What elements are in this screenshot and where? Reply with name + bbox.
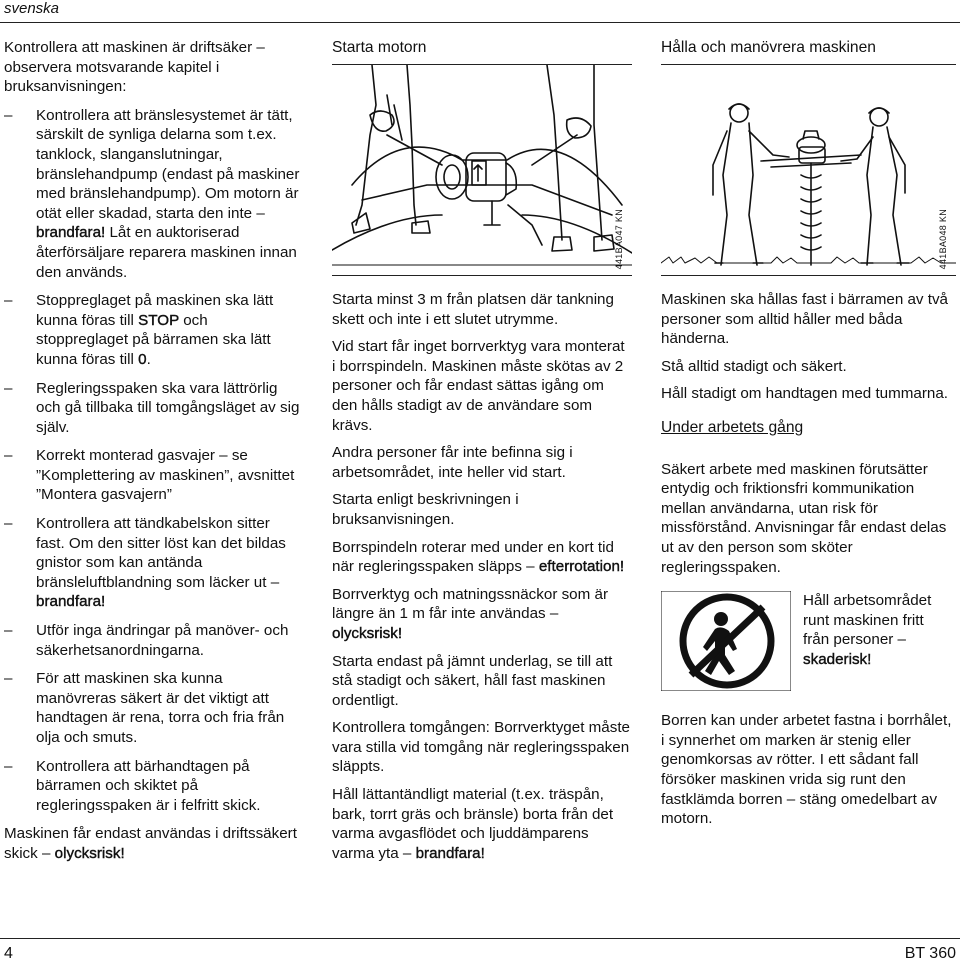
paragraph: Starta enligt beskrivningen i bruksanvisningen. [332,491,519,528]
header-language: svenska [4,0,60,17]
list-item: – Korrekt monterad gasvajer – se ”Komplettering av maskinen”, avsnittet ”Montera gasvajern” [4,447,295,504]
paragraph: Säkert arbete med maskinen förutsätter entydig och friktionsfri kommunikation mellan användarna, utan risk för missförstånd. Anvisningar får endast delas ut av den person som sköter regleringsspaken. [661,460,947,576]
paragraph: Håll lättantändligt material (t.ex. träspån, bark, torrt gräs och bränsle) borta från det varma avgasflödet och ljuddämparens varma yta – brandfara! [332,786,614,862]
paragraph: Andra personer får inte befinna sig i arbetsområdet, inte heller vid start. [332,444,573,481]
section-title: Hålla och manövrera maskinen [661,38,956,65]
list-item: – Kontrollera att tändkabelskon sitter fast. Om den sitter löst kan det bildas gnistor som kan antända bränsleluftblandning som läcker ut – brandfara! [4,515,286,611]
footer-divider [0,938,960,939]
figure-start-engine [332,65,632,276]
handling-illustration [661,65,956,273]
list-item: – Kontrollera att bärhandtagen på bärramen och skiktet på regleringsspaken är i felfritt skick. [4,757,261,814]
paragraph: Borrspindeln roterar med under en kort tid när regleringsspaken släpps – efterrotation! [332,538,625,576]
keep-away-warning-icon [661,591,791,691]
figure-handling [661,65,956,276]
column-start-engine [332,38,632,871]
start-engine-illustration [332,65,632,273]
section-title: Starta motorn [332,38,632,65]
intro-text: Kontrollera att maskinen är driftsäker – observera motsvarande kapitel i bruksanvisningen: [4,39,265,96]
header-divider [0,22,960,23]
closing-text: Maskinen får endast användas i driftssäkert skick – olycksrisk! [4,825,297,862]
list-item: – Kontrollera att bränslesystemet är tätt, särskilt de synliga delarna som t.ex. tanklock, slanganslutningar, bränslehandpump (endast på maskiner med bränslehandpump). Om motorn är otät eller skadad, starta den inte – brandfara! Låt en auktoriserad återförsäljare reparera maskinen innan den används. [4,106,300,281]
page-number: 4 [4,945,13,962]
column-checklist [4,38,300,872]
paragraph: Starta endast på jämnt underlag, se till att stå stadigt och säkert, håll fast maskinen ordentligt. [332,652,613,709]
figure-code: 441BA048 KN [938,208,949,269]
list-item: – Stoppreglaget på maskinen ska lätt kunna föras till STOP och stoppreglaget på bärramen ska lätt kunna föras till 0. [4,292,274,368]
warning-block [661,591,956,699]
figure-code: 441BA047 KN [614,208,625,269]
list-item: – För att maskinen ska kunna manövreras säkert är det viktigt att handtagen är rena, torra och fria från olja och smuts. [4,670,285,746]
paragraph: Håll stadigt om handtagen med tummarna. [661,385,949,403]
list-item: – Utför inga ändringar på manöver- och säkerhetsanordningarna. [4,622,289,659]
model-name: BT 360 [904,945,956,962]
paragraph: Vid start får inget borrverktyg vara monterat i borrspindeln. Maskinen måste skötas av 2 personer och får endast sättas igång om den hålls stadigt av de användare som krävs. [332,338,625,434]
column-handling [661,38,956,837]
paragraph: Borrverktyg och matningssnäckor som är längre än 1 m får inte användas – olycksrisk! [332,585,609,642]
warning-text: Håll arbetsområdet runt maskinen fritt från personer – skaderisk! [803,592,932,668]
paragraph: Starta minst 3 m från platsen där tankning skett och inte i ett slutet utrymme. [332,291,614,328]
paragraph: Stå alltid stadigt och säkert. [661,357,847,375]
paragraph: Maskinen ska hållas fast i bärramen av två personer som alltid håller med båda händerna. [661,291,949,348]
list-item: – Regleringsspaken ska vara lättrörlig och gå tillbaka till tomgångsläget av sig själv. [4,379,300,436]
subsection-title: Under arbetets gång [661,418,804,436]
paragraph: Borren kan under arbetet fastna i borrhålet, i synnerhet om marken är stenig eller genomkorsas av rötter. I ett sådant fall försöker maskinen vrida sig runt den fastklämda borren – stäng omedelbart av motorn. [661,712,952,828]
paragraph: Kontrollera tomgången: Borrverktyget måste vara stilla vid tomgång när regleringsspaken släppts. [332,719,630,776]
